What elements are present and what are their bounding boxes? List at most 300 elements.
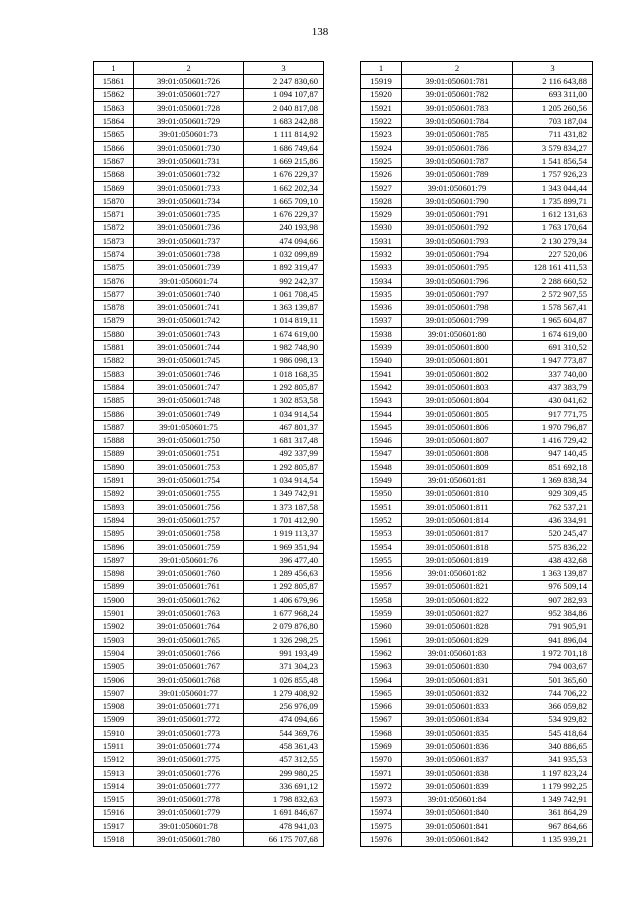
value-cell: 1 302 853,58 [244,394,324,407]
row-number-cell: 15866 [94,141,134,154]
cadastral-id-cell: 39:01:050601:749 [134,407,244,420]
table-row [94,381,324,394]
row-number-cell: 15863 [94,101,134,114]
cadastral-id-cell: 39:01:050601:738 [134,248,244,261]
table-row [361,407,593,420]
table-row [94,620,324,633]
cadastral-id-cell: 39:01:050601:780 [134,833,244,846]
table-row [361,633,593,646]
cadastral-id-cell: 39:01:050601:794 [402,248,513,261]
table-row [94,514,324,527]
cadastral-id-cell: 39:01:050601:834 [402,713,513,726]
value-cell: 791 905,91 [513,620,593,633]
value-cell: 361 864,29 [513,806,593,819]
row-number-cell: 15919 [361,75,402,88]
value-cell: 2 040 817,08 [244,101,324,114]
row-number-cell: 15929 [361,208,402,221]
row-number-cell: 15899 [94,580,134,593]
table-row [361,115,593,128]
cadastral-id-cell: 39:01:050601:795 [402,261,513,274]
cadastral-id-cell: 39:01:050601:774 [134,740,244,753]
table-row [94,194,324,207]
value-cell: 227 520,06 [513,248,593,261]
row-number-cell: 15956 [361,567,402,580]
value-cell: 1 179 992,25 [513,780,593,793]
value-cell: 1 701 412,90 [244,514,324,527]
row-number-cell: 15893 [94,500,134,513]
value-cell: 1 676 229,37 [244,168,324,181]
cadastral-id-cell: 39:01:050601:830 [402,660,513,673]
table-row [361,234,593,247]
row-number-cell: 15957 [361,580,402,593]
table-row [94,460,324,473]
cadastral-id-cell: 39:01:050601:803 [402,381,513,394]
row-number-cell: 15904 [94,647,134,660]
row-number-cell: 15953 [361,527,402,540]
row-number-cell: 15948 [361,460,402,473]
value-cell: 1 363 139,87 [513,567,593,580]
cadastral-id-cell: 39:01:050601:82 [402,567,513,580]
table-row [361,726,593,739]
table-row [94,819,324,832]
cadastral-id-cell: 39:01:050601:75 [134,421,244,434]
value-cell: 744 706,22 [513,686,593,699]
table-row [94,593,324,606]
row-number-cell: 15961 [361,633,402,646]
value-cell: 256 976,09 [244,700,324,713]
table-row [94,487,324,500]
value-cell: 474 094,66 [244,713,324,726]
table-row [94,181,324,194]
cadastral-id-cell: 39:01:050601:734 [134,194,244,207]
row-number-cell: 15874 [94,248,134,261]
row-number-cell: 15935 [361,288,402,301]
table-row [94,88,324,101]
row-number-cell: 15878 [94,301,134,314]
row-number-cell: 15921 [361,101,402,114]
table-row [361,673,593,686]
row-number-cell: 15973 [361,793,402,806]
table-row [361,128,593,141]
row-number-cell: 15888 [94,434,134,447]
value-cell: 1 373 187,58 [244,500,324,513]
value-cell: 545 418,64 [513,726,593,739]
table-row [361,141,593,154]
row-number-cell: 15971 [361,766,402,779]
cadastral-id-cell: 39:01:050601:727 [134,88,244,101]
value-cell: 1 032 099,89 [244,248,324,261]
value-cell: 1 026 855,48 [244,673,324,686]
table-row [361,168,593,181]
value-cell: 128 161 411,53 [513,261,593,274]
table-row [361,341,593,354]
table-row [361,819,593,832]
row-number-cell: 15941 [361,367,402,380]
value-cell: 1 343 044,44 [513,181,593,194]
table-row [361,686,593,699]
cadastral-id-cell: 39:01:050601:839 [402,780,513,793]
table-row [94,407,324,420]
row-number-cell: 15925 [361,155,402,168]
table-row [361,647,593,660]
row-number-cell: 15906 [94,673,134,686]
value-cell: 575 836,22 [513,540,593,553]
row-number-cell: 15900 [94,593,134,606]
row-number-cell: 15926 [361,168,402,181]
cadastral-id-cell: 39:01:050601:798 [402,301,513,314]
cadastral-id-cell: 39:01:050601:77 [134,686,244,699]
table-row [94,274,324,287]
cadastral-id-cell: 39:01:050601:811 [402,500,513,513]
value-cell: 691 310,52 [513,341,593,354]
row-number-cell: 15924 [361,141,402,154]
row-number-cell: 15875 [94,261,134,274]
row-number-cell: 15946 [361,434,402,447]
value-cell: 976 509,14 [513,580,593,593]
value-cell: 1 681 317,48 [244,434,324,447]
row-number-cell: 15940 [361,354,402,367]
cadastral-id-cell: 39:01:050601:809 [402,460,513,473]
value-cell: 1 406 679,96 [244,593,324,606]
cadastral-id-cell: 39:01:050601:758 [134,527,244,540]
table-row [361,474,593,487]
table-row [361,500,593,513]
cadastral-id-cell: 39:01:050601:791 [402,208,513,221]
value-cell: 1 018 168,35 [244,367,324,380]
table-row [94,700,324,713]
row-number-cell: 15892 [94,487,134,500]
cadastral-id-cell: 39:01:050601:842 [402,833,513,846]
cadastral-id-cell: 39:01:050601:827 [402,607,513,620]
table-row [94,367,324,380]
value-cell: 1 363 139,87 [244,301,324,314]
value-cell: 1 665 709,10 [244,194,324,207]
row-number-cell: 15950 [361,487,402,500]
row-number-cell: 15879 [94,314,134,327]
value-cell: 1 798 832,63 [244,793,324,806]
cadastral-id-cell: 39:01:050601:836 [402,740,513,753]
value-cell: 1 969 351,94 [244,540,324,553]
value-cell: 336 691,12 [244,780,324,793]
value-cell: 1 674 619,00 [244,327,324,340]
cadastral-id-cell: 39:01:050601:742 [134,314,244,327]
row-number-cell: 15861 [94,75,134,88]
value-cell: 457 312,55 [244,753,324,766]
row-number-cell: 15937 [361,314,402,327]
table-row [94,301,324,314]
value-cell: 1 662 202,34 [244,181,324,194]
row-number-cell: 15962 [361,647,402,660]
row-number-cell: 15865 [94,128,134,141]
value-cell: 1 970 796,87 [513,421,593,434]
cadastral-id-cell: 39:01:050601:756 [134,500,244,513]
row-number-cell: 15873 [94,234,134,247]
table-row [361,833,593,846]
row-number-cell: 15881 [94,341,134,354]
row-number-cell: 15943 [361,394,402,407]
table-row [361,713,593,726]
row-number-cell: 15891 [94,474,134,487]
table-row [94,141,324,154]
row-number-cell: 15959 [361,607,402,620]
page-number: 138 [311,26,329,38]
row-number-cell: 15928 [361,194,402,207]
cadastral-id-cell: 39:01:050601:821 [402,580,513,593]
row-number-cell: 15868 [94,168,134,181]
cadastral-id-cell: 39:01:050601:84 [402,793,513,806]
row-number-cell: 15922 [361,115,402,128]
value-cell: 501 365,60 [513,673,593,686]
row-number-cell: 15970 [361,753,402,766]
table-row [361,248,593,261]
cadastral-id-cell: 39:01:050601:750 [134,434,244,447]
value-cell: 492 337,99 [244,447,324,460]
cadastral-id-cell: 39:01:050601:761 [134,580,244,593]
table-row [94,101,324,114]
value-cell: 1 326 298,25 [244,633,324,646]
cadastral-id-cell: 39:01:050601:762 [134,593,244,606]
table-row [361,553,593,566]
row-number-cell: 15872 [94,221,134,234]
value-cell: 1 369 838,34 [513,474,593,487]
value-cell: 1 111 814,92 [244,128,324,141]
value-cell: 1 676 229,37 [244,208,324,221]
table-row [94,740,324,753]
cadastral-id-cell: 39:01:050601:763 [134,607,244,620]
table-row [361,88,593,101]
table-row [94,726,324,739]
table-row [361,208,593,221]
row-number-cell: 15938 [361,327,402,340]
table-row [361,181,593,194]
cadastral-id-cell: 39:01:050601:80 [402,327,513,340]
cadastral-id-cell: 39:01:050601:751 [134,447,244,460]
cadastral-id-cell: 39:01:050601:804 [402,394,513,407]
table-row [361,487,593,500]
table-row [94,314,324,327]
table-row [94,673,324,686]
value-cell: 1 763 170,64 [513,221,593,234]
cadastral-id-cell: 39:01:050601:730 [134,141,244,154]
table-row [94,75,324,88]
table-row [94,128,324,141]
cadastral-id-cell: 39:01:050601:817 [402,527,513,540]
row-number-cell: 15898 [94,567,134,580]
value-cell: 341 935,53 [513,753,593,766]
row-number-cell: 15976 [361,833,402,846]
cadastral-id-cell: 39:01:050601:776 [134,766,244,779]
value-cell: 703 187,04 [513,115,593,128]
table-row [94,527,324,540]
value-cell: 240 193,98 [244,221,324,234]
cadastral-id-cell: 39:01:050601:773 [134,726,244,739]
value-cell: 992 242,37 [244,274,324,287]
row-number-cell: 15867 [94,155,134,168]
table-row [361,394,593,407]
cadastral-id-cell: 39:01:050601:832 [402,686,513,699]
cadastral-id-cell: 39:01:050601:759 [134,540,244,553]
cadastral-id-cell: 39:01:050601:755 [134,487,244,500]
cadastral-id-cell: 39:01:050601:771 [134,700,244,713]
cadastral-id-cell: 39:01:050601:753 [134,460,244,473]
cadastral-id-cell: 39:01:050601:775 [134,753,244,766]
cadastral-id-cell: 39:01:050601:754 [134,474,244,487]
cadastral-id-cell: 39:01:050601:772 [134,713,244,726]
value-cell: 1 677 968,24 [244,607,324,620]
table-row [361,381,593,394]
row-number-cell: 15942 [361,381,402,394]
cadastral-id-cell: 39:01:050601:841 [402,819,513,832]
value-cell: 917 771,75 [513,407,593,420]
value-cell: 478 941,03 [244,819,324,832]
cadastral-id-cell: 39:01:050601:74 [134,274,244,287]
cadastral-id-cell: 39:01:050601:736 [134,221,244,234]
value-cell: 437 383,79 [513,381,593,394]
table-row [361,660,593,673]
table-row [361,527,593,540]
row-number-cell: 15965 [361,686,402,699]
table-row [361,753,593,766]
cadastral-id-cell: 39:01:050601:789 [402,168,513,181]
cadastral-id-cell: 39:01:050601:766 [134,647,244,660]
cadastral-id-cell: 39:01:050601:806 [402,421,513,434]
row-number-cell: 15954 [361,540,402,553]
cadastral-id-cell: 39:01:050601:79 [402,181,513,194]
value-cell: 1 578 567,41 [513,301,593,314]
cadastral-id-cell: 39:01:050601:786 [402,141,513,154]
table-row [94,155,324,168]
value-cell: 1 034 914,54 [244,407,324,420]
table-row [94,553,324,566]
table-row [361,194,593,207]
table-row [361,620,593,633]
cadastral-id-cell: 39:01:050601:822 [402,593,513,606]
table-row [94,474,324,487]
table-row [94,434,324,447]
cadastral-id-cell: 39:01:050601:764 [134,620,244,633]
table-row [94,806,324,819]
value-cell: 340 886,65 [513,740,593,753]
row-number-cell: 15933 [361,261,402,274]
value-cell: 66 175 707,68 [244,833,324,846]
row-number-cell: 15895 [94,527,134,540]
row-number-cell: 15908 [94,700,134,713]
row-number-cell: 15975 [361,819,402,832]
table-row [94,221,324,234]
row-number-cell: 15883 [94,367,134,380]
row-number-cell: 15916 [94,806,134,819]
table-row [94,248,324,261]
row-number-cell: 15952 [361,514,402,527]
value-cell: 2 572 907,55 [513,288,593,301]
table-row [94,793,324,806]
row-number-cell: 15905 [94,660,134,673]
value-cell: 366 059,82 [513,700,593,713]
row-number-cell: 15911 [94,740,134,753]
table-row [94,327,324,340]
table-row [361,766,593,779]
table-row [361,101,593,114]
value-cell: 991 193,49 [244,647,324,660]
cadastral-id-cell: 39:01:050601:833 [402,700,513,713]
row-number-cell: 15927 [361,181,402,194]
cadastral-id-cell: 39:01:050601:735 [134,208,244,221]
cadastral-id-cell: 39:01:050601:83 [402,647,513,660]
value-cell: 1 279 408,92 [244,686,324,699]
value-cell: 1 972 701,18 [513,647,593,660]
value-cell: 1 691 846,67 [244,806,324,819]
row-number-cell: 15887 [94,421,134,434]
cadastral-id-cell: 39:01:050601:808 [402,447,513,460]
row-number-cell: 15864 [94,115,134,128]
row-number-cell: 15923 [361,128,402,141]
cadastral-id-cell: 39:01:050601:757 [134,514,244,527]
cadastral-id-cell: 39:01:050601:728 [134,101,244,114]
value-cell: 1 541 856,54 [513,155,593,168]
value-cell: 438 432,68 [513,553,593,566]
cadastral-id-cell: 39:01:050601:740 [134,288,244,301]
row-number-cell: 15894 [94,514,134,527]
row-number-cell: 15907 [94,686,134,699]
value-cell: 2 247 830,60 [244,75,324,88]
cadastral-id-cell: 39:01:050601:807 [402,434,513,447]
cadastral-id-cell: 39:01:050601:801 [402,354,513,367]
row-number-cell: 15934 [361,274,402,287]
table-row [94,540,324,553]
table-row [361,540,593,553]
row-number-cell: 15936 [361,301,402,314]
table-row [361,221,593,234]
cadastral-id-cell: 39:01:050601:733 [134,181,244,194]
value-cell: 520 245,47 [513,527,593,540]
cadastral-id-cell: 39:01:050601:835 [402,726,513,739]
value-cell: 967 864,66 [513,819,593,832]
cadastral-table-right [360,61,593,847]
value-cell: 3 579 834,27 [513,141,593,154]
table-row [361,514,593,527]
row-number-cell: 15910 [94,726,134,739]
table-row [94,354,324,367]
table-row [94,766,324,779]
row-number-cell: 15944 [361,407,402,420]
cadastral-id-cell: 39:01:050601:748 [134,394,244,407]
column-header-number: 1 [94,62,134,75]
cadastral-id-cell: 39:01:050601:746 [134,367,244,380]
row-number-cell: 15972 [361,780,402,793]
row-number-cell: 15955 [361,553,402,566]
row-number-cell: 15914 [94,780,134,793]
cadastral-id-cell: 39:01:050601:729 [134,115,244,128]
row-number-cell: 15886 [94,407,134,420]
table-row [94,686,324,699]
value-cell: 1 757 926,23 [513,168,593,181]
column-header-value: 3 [513,62,593,75]
value-cell: 941 896,04 [513,633,593,646]
table-row [94,261,324,274]
table-row [361,434,593,447]
value-cell: 711 431,82 [513,128,593,141]
cadastral-id-cell: 39:01:050601:785 [402,128,513,141]
row-number-cell: 15949 [361,474,402,487]
cadastral-id-cell: 39:01:050601:793 [402,234,513,247]
cadastral-id-cell: 39:01:050601:837 [402,753,513,766]
cadastral-id-cell: 39:01:050601:737 [134,234,244,247]
value-cell: 474 094,66 [244,234,324,247]
table-row [361,740,593,753]
value-cell: 1 349 742,91 [513,793,593,806]
value-cell: 762 537,21 [513,500,593,513]
value-cell: 1 686 749,64 [244,141,324,154]
